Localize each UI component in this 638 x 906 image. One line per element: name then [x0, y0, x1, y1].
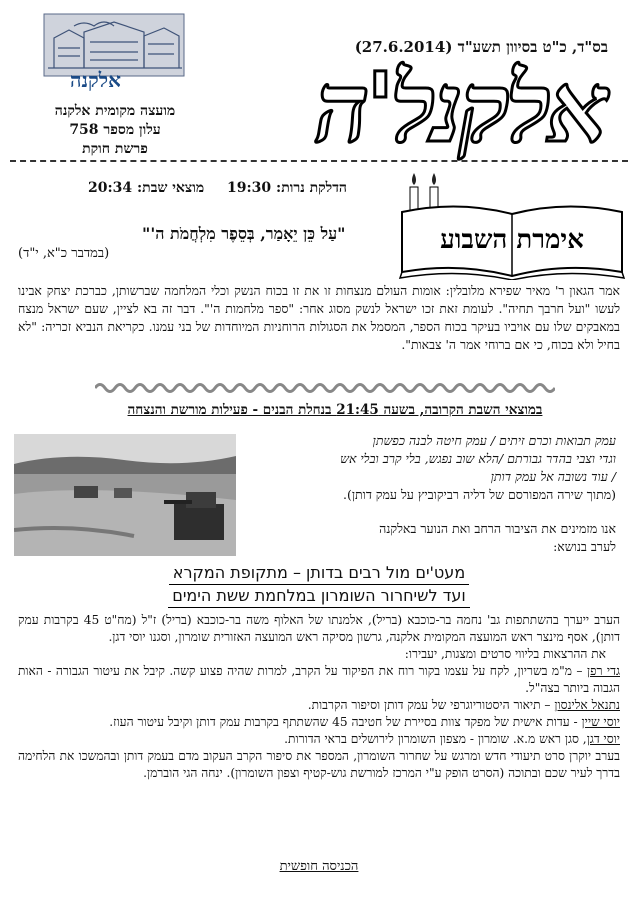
parasha-name: פרשת חוקת: [82, 141, 148, 157]
dashed-divider: [10, 160, 628, 162]
poem-line: וגדי וצבי בהדר גבורתם /הלא שוב נפגש, בלי קרב ובלי אש: [340, 451, 616, 466]
council-info: [35, 102, 195, 159]
shabbat-end-time: מוצאי שבת: 20:34: [88, 180, 205, 196]
event-details: [18, 612, 620, 782]
issue-number: עלון מספר 758: [69, 122, 161, 138]
speaker-item: [18, 731, 620, 748]
speaker-name: גדי רפן: [586, 664, 620, 678]
book-title: אימרת השבוע: [440, 225, 584, 255]
speaker-desc: – מ"מ בשריון, לקח על עצמו בקור רוח את הפיקוד על הקרב, למרות שהיה פצוע קשה. קיבל את עיטור הגבורה - האות הגבוה ביותר בצה"ל.: [18, 664, 620, 695]
speaker-name: יוסי דגן: [586, 732, 620, 746]
masthead: [210, 51, 605, 168]
logo-text: אלקנה: [70, 68, 121, 92]
free-entry-note: הכניסה חופשית: [279, 859, 359, 874]
speaker-desc: , סגן ראש מ.א. שומרון - מצפון השומרון לירושלים בראי הדורות.: [284, 732, 587, 746]
wavy-divider: [95, 380, 555, 394]
speaker-desc: – תיאור היסטוריוגרפי של עמק דותן וסיפור הקרבות.: [307, 698, 555, 712]
speaker-item: [18, 663, 620, 697]
poem-line: עמק תבואות וכרם זיתים / עמק חיטה לבנה כפשתן: [372, 433, 616, 448]
speaker-item: [18, 697, 620, 714]
speaker-name: יוסי שיין: [581, 715, 620, 729]
speaker-name: נתנאל אלינסון: [554, 698, 620, 712]
event-closing: בערב יוקרן סרט תיעודי חדש ומרגש על שחרור השומרון, המספר את סיפור הקרב העקוב מדם בעמק דותן ובהמשכו את הלחימה בדרך לעיר שכם ובתוכה (הסרט הופק ע"י המרכז למורשת גוש-קטיף וצפון השומרון). ינחה הגי הוברמן.: [18, 749, 620, 780]
speaker-desc: - עדות אישית של מפקד צוות בסיירת של חטיבה 45 שהשתתף בקרבות עמק דותן וקיבל עיטור העוז.: [109, 715, 582, 729]
verse-source: (במדבר כ"א, י"ד): [18, 246, 110, 261]
candle-lighting-time: הדלקת נרות: 19:30: [227, 180, 347, 196]
weekly-verse: "עַל כֵּן יֵאָמַר, בְּסֵפֶר מִלְחֲמֹת ה'": [142, 224, 346, 243]
event-heading: במוצאי השבת הקרובה, בשעה 21:45 בנחלת הבנים - פעילות מורשת והנצחה: [127, 402, 543, 418]
poem-excerpt: [256, 432, 616, 504]
program-intro: את ההרצאות בליווי סרטים ומצגות, יעבירו:: [404, 647, 606, 661]
masthead-title: אלקנל'ה: [314, 51, 605, 164]
open-book-graphic: [398, 200, 626, 280]
date-line: בס"ד, כ"ט בסיוון תשע"ד (27.6.2014): [354, 38, 608, 56]
speaker-item: [18, 714, 620, 731]
tanks-photo: [14, 434, 236, 556]
event-titles: [92, 562, 546, 608]
event-title-line: מעט'ים מול רבים בדותן – מתקופת המקרא: [169, 562, 469, 585]
council-name: מועצה מקומית אלקנה: [54, 103, 176, 119]
event-title-line: ועד לשיחרור השומרון במלחמת ששת הימים: [168, 585, 470, 608]
poem-line: / עוד נשובה אל עמק דותן: [490, 469, 616, 484]
invite-line: לערב בנושא:: [553, 539, 616, 554]
invitation-text: [236, 520, 616, 556]
event-intro: הערב ייערך בהשתתפות גב' נחמה בר-כוכבא (בריל), אלמנתו של האלוף משה בר-כוכבא (בריל) ז"ל (מח"ט 45 בקרבות עמק דותן), אסף מינצר ראש המועצה המקומית אלקנה, גרשון מסיקה ראש המועצה האזורית שומרון, וסגנו יוסי דגן.: [18, 613, 620, 644]
poem-source: (מתוך שירה המפורסם של דליה רביקוביץ על עמק דותן).: [342, 487, 616, 502]
shabbat-times: [70, 180, 347, 197]
invite-line: אנו מזמינים את הציבור הרחב ואת הנוער באלקנה: [379, 521, 616, 536]
weekly-saying-paragraph: אמר הגאון ר' מאיר שפירא מלובלין: אומות העולם מנצחות זו את זו בכוח הנשק וכלי המלחמה שברשותן, כברכת יצחק אבינו לעשו "ועל חרבך תחיה". לעומת זאת זכו ישראל לנשק מסוג אחר: "ספר מלחמות ה'". דבר זה בא לציין, שעם ישראל מנצח במאבקים שלו עם אויביו בעיקר בכוח הספר, המסמל את הסגולות הרוחניות המיוחדות של בני עמנו. כקריאת הנביא זכריה: "לא בחיל ולא בכוח, כי אם ברוחי אמר ה' צבאות".: [18, 283, 620, 352]
